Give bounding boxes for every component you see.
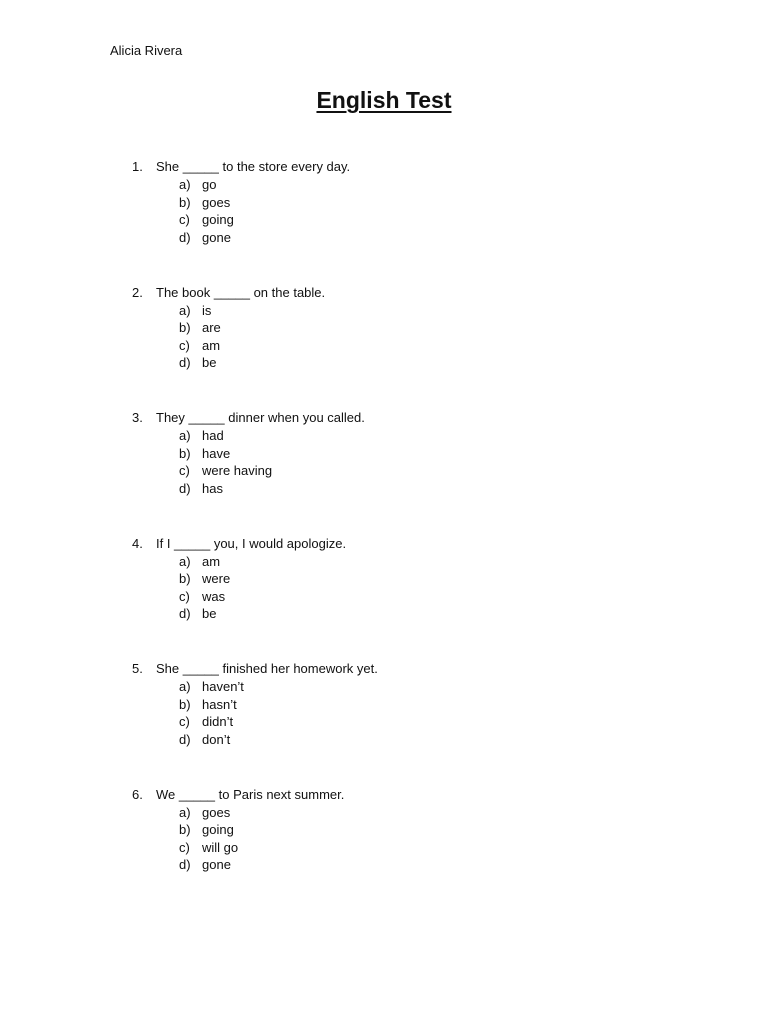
question-text: They _____ dinner when you called.	[156, 410, 365, 425]
option-c	[0, 337, 768, 355]
option-text: is	[202, 302, 212, 318]
option-letter: c)	[179, 714, 190, 730]
option-list	[0, 427, 768, 497]
page-title	[0, 86, 768, 114]
option-text: has	[202, 480, 223, 496]
question-5	[0, 660, 768, 786]
option-text: go	[202, 177, 217, 192]
question-text: We _____ to Paris next summer.	[156, 786, 345, 802]
question-4	[0, 535, 768, 661]
question-list	[0, 158, 768, 911]
question-text: She _____ to the store every day.	[156, 159, 351, 174]
option-letter: b)	[179, 571, 191, 587]
question-3	[0, 409, 768, 535]
option-b	[0, 696, 768, 714]
option-a	[0, 302, 768, 320]
option-text: don’t	[202, 731, 231, 747]
option-letter: c)	[179, 337, 190, 353]
option-text: goes	[202, 194, 231, 210]
option-text: was	[202, 588, 226, 604]
question-2	[0, 284, 768, 410]
option-text: didn’t	[202, 714, 234, 730]
option-d	[0, 731, 768, 749]
question-number: 1.	[132, 159, 143, 174]
option-text: gone	[202, 857, 231, 873]
option-letter: b)	[179, 194, 191, 210]
option-b	[0, 821, 768, 839]
option-d	[0, 856, 768, 874]
option-letter: a)	[179, 679, 191, 694]
option-text: am	[202, 553, 221, 569]
option-b	[0, 445, 768, 463]
option-text: am	[202, 337, 221, 353]
question-number: 5.	[132, 661, 143, 676]
option-letter: a)	[179, 553, 191, 569]
option-c	[0, 211, 768, 229]
question-number: 4.	[132, 535, 143, 551]
option-list	[0, 302, 768, 372]
option-letter: d)	[179, 857, 191, 873]
question-prompt	[0, 158, 768, 176]
question-text: She _____ finished her homework yet.	[156, 661, 378, 676]
option-letter: d)	[179, 731, 191, 747]
question-text: The book _____ on the table.	[156, 284, 326, 300]
option-text: hasn’t	[202, 696, 237, 712]
option-text: going	[202, 822, 234, 838]
option-text: be	[202, 355, 217, 371]
option-list	[0, 176, 768, 246]
option-letter: a)	[179, 428, 191, 443]
option-d	[0, 605, 768, 623]
page-title-text: English Test	[316, 87, 452, 113]
option-text: will go	[202, 839, 239, 855]
question-1	[0, 158, 768, 284]
option-letter: d)	[179, 355, 191, 371]
option-c	[0, 588, 768, 606]
option-text: were having	[202, 463, 273, 479]
option-letter: b)	[179, 445, 191, 461]
question-6	[0, 786, 768, 912]
option-list	[0, 553, 768, 623]
question-prompt	[0, 535, 768, 553]
question-number: 2.	[132, 284, 143, 300]
option-b	[0, 570, 768, 588]
option-text: be	[202, 606, 217, 622]
option-letter: a)	[179, 302, 191, 318]
question-number: 6.	[132, 786, 143, 802]
option-letter: c)	[179, 212, 190, 228]
question-prompt	[0, 660, 768, 678]
option-text: were	[202, 571, 231, 587]
question-prompt	[0, 409, 768, 427]
option-list	[0, 804, 768, 874]
option-a	[0, 804, 768, 822]
option-text: are	[202, 320, 221, 336]
option-letter: a)	[179, 177, 191, 192]
option-text: had	[202, 428, 224, 443]
question-number: 3.	[132, 410, 143, 425]
option-a	[0, 553, 768, 571]
option-list	[0, 678, 768, 748]
option-a	[0, 176, 768, 194]
option-letter: d)	[179, 606, 191, 622]
option-a	[0, 678, 768, 696]
option-d	[0, 229, 768, 247]
option-c	[0, 462, 768, 480]
option-letter: b)	[179, 822, 191, 838]
question-text: If I _____ you, I would apologize.	[156, 535, 347, 551]
option-a	[0, 427, 768, 445]
option-b	[0, 194, 768, 212]
option-c	[0, 839, 768, 857]
option-letter: a)	[179, 804, 191, 820]
option-d	[0, 354, 768, 372]
author-name: Alicia Rivera	[110, 43, 183, 58]
question-prompt	[0, 786, 768, 804]
option-text: have	[202, 445, 231, 461]
option-text: haven’t	[202, 679, 244, 694]
question-prompt	[0, 284, 768, 302]
option-letter: b)	[179, 320, 191, 336]
option-c	[0, 713, 768, 731]
option-b	[0, 319, 768, 337]
option-letter: c)	[179, 463, 190, 479]
option-text: gone	[202, 229, 231, 245]
option-letter: c)	[179, 839, 190, 855]
option-d	[0, 480, 768, 498]
option-letter: b)	[179, 696, 191, 712]
option-text: going	[202, 212, 234, 228]
option-letter: c)	[179, 588, 190, 604]
option-text: goes	[202, 804, 231, 820]
option-letter: d)	[179, 229, 191, 245]
option-letter: d)	[179, 480, 191, 496]
